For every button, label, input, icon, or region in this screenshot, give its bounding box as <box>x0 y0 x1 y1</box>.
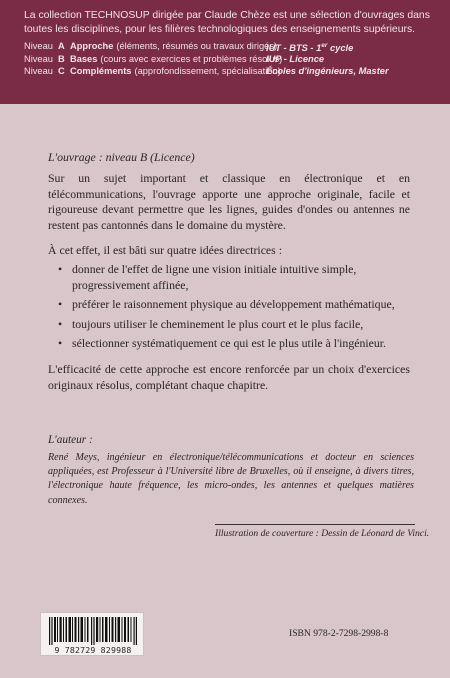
bullet-icon: • <box>58 336 63 351</box>
barcode <box>40 612 144 656</box>
author-bio: René Meys, ingénieur en électronique/télécommunications et docteur en sciences appliquées, est Professeur à l'Université libre de Bruxelles, où il enseigne, à divers titres, l'électronique haute fréquence, les micro-ondes, les antennes et quelques matières connexes. <box>48 452 414 506</box>
author-label: L'auteur : <box>48 434 93 446</box>
description-paragraph-1: Sur un sujet important et classique en électronique et en télécommunications, l'ouvrage apporte une approche originale, facile et rigoureuse devant permettre que les lignes, guides d'ondes ou antennes ne restent pas cantonnés dans le domaine du mystère. <box>48 171 410 232</box>
level-row-b <box>24 53 440 66</box>
bullet-icon: • <box>58 297 63 312</box>
list-item: • sélectionner systématiquement ce qui est le plus utile à l'ingénieur. <box>58 336 386 351</box>
level-name: Bases <box>70 53 98 64</box>
divider <box>215 524 415 525</box>
illustration-credit: Illustration de couverture : Dessin de Léonard de Vinci. <box>215 528 430 539</box>
description-paragraph-2: À cet effet, il est bâti sur quatre idées directrices : <box>48 243 282 258</box>
level-letter: C <box>58 66 65 76</box>
barcode-digits: 9 782729 829988 <box>54 645 132 655</box>
level-name: Approche <box>70 41 114 51</box>
level-label: Niveau <box>24 53 53 64</box>
level-target: Écoles d'ingénieurs, Master <box>266 66 389 76</box>
level-row-a <box>24 40 440 53</box>
level-target: IUP - Licence <box>266 53 325 64</box>
description-paragraph-3: L'efficacité de cette approche est encore renforcée par un choix d'exercices originaux résolus, complétant chaque chapitre. <box>48 361 410 392</box>
isbn: ISBN 978-2-7298-2998-8 <box>289 628 389 639</box>
level-label: Niveau <box>24 41 53 51</box>
level-letter: B <box>58 53 65 64</box>
barcode-bars <box>49 617 137 645</box>
collection-header <box>0 0 450 104</box>
ouvrage-label: L'ouvrage : niveau B (Licence) <box>48 150 195 164</box>
list-item: • donner de l'effet de ligne une vision initiale intuitive simple, progressivement affinée, <box>58 261 357 292</box>
level-desc: (cours avec exercices et problèmes résolus) <box>100 53 283 64</box>
level-label: Niveau <box>24 66 53 76</box>
bullet-icon: • <box>58 261 63 276</box>
level-target: IUT - BTS - 1er cycle <box>266 42 354 54</box>
level-letter: A <box>58 41 65 51</box>
level-desc: (approfondissement, spécialisation) <box>134 66 281 76</box>
level-name: Compléments <box>70 66 132 76</box>
list-item: • préférer le raisonnement physique au développement mathématique, <box>58 297 395 312</box>
level-row-c <box>24 65 440 78</box>
book-description <box>48 150 410 393</box>
collection-intro: La collection TECHNOSUP dirigée par Claude Chèze est une sélection d'ouvrages dans toutes les disciplines, pour les filières technologiques des enseignements supérieurs. <box>24 10 430 35</box>
list-item: • toujours utiliser le cheminement le plus court et le plus facile, <box>58 316 364 331</box>
level-desc: (éléments, résumés ou travaux dirigés) <box>116 41 278 51</box>
levels-list <box>24 40 440 78</box>
ideas-list <box>48 262 410 352</box>
bullet-icon: • <box>58 316 63 331</box>
author-section <box>48 433 414 508</box>
